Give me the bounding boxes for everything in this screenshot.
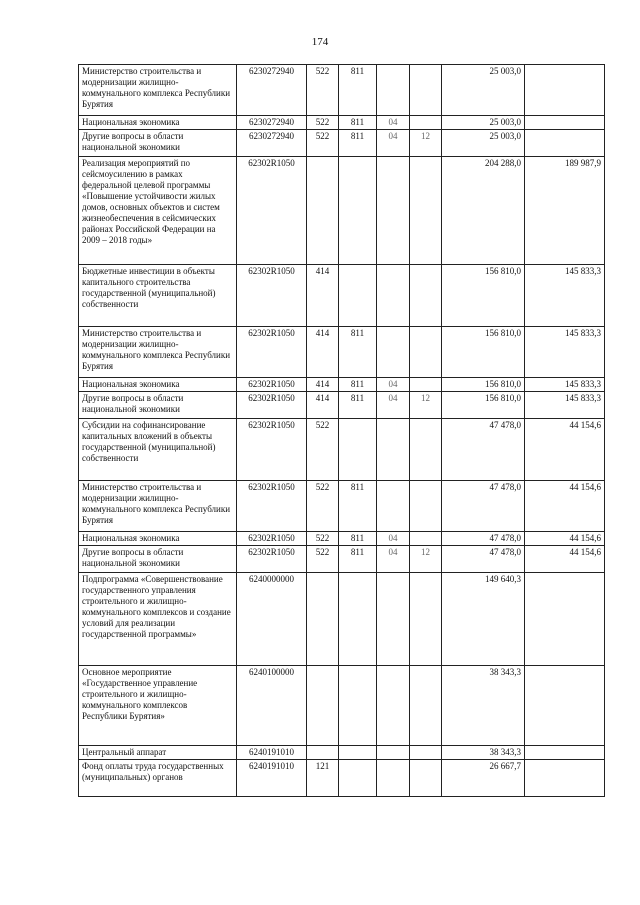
amount-primary-cell: 25 003,0 [442, 116, 525, 130]
target-code-cell: 6240191010 [237, 746, 307, 760]
section-code-cell [377, 746, 410, 760]
expense-type-code-cell: 522 [307, 65, 339, 116]
target-code-cell: 6230272940 [237, 65, 307, 116]
amount-secondary-cell: 145 833,3 [525, 265, 605, 327]
page-number: 174 [311, 36, 329, 48]
item-name-cell: Центральный аппарат [79, 746, 237, 760]
item-name-cell: Субсидии на софинансирование капитальных вложений в объекты государственной (муниципальной) собственности [79, 419, 237, 481]
subsection-code-cell: 12 [410, 392, 442, 419]
amount-secondary-cell [525, 65, 605, 116]
expense-type-code-cell: 414 [307, 378, 339, 392]
target-code-cell: 62302R1050 [237, 157, 307, 265]
subsection-code-cell: 12 [410, 130, 442, 157]
target-code-cell: 6240100000 [237, 666, 307, 746]
table-row [79, 65, 605, 116]
amount-secondary-cell [525, 130, 605, 157]
amount-secondary-cell: 44 154,6 [525, 481, 605, 532]
subsection-code-cell [410, 746, 442, 760]
table-row [79, 532, 605, 546]
amount-secondary-cell: 44 154,6 [525, 532, 605, 546]
expense-type-code-cell: 522 [307, 130, 339, 157]
amount-primary-cell: 47 478,0 [442, 532, 525, 546]
item-name-cell: Министерство строительства и модернизации жилищно-коммунального комплекса Республики Бурятия [79, 481, 237, 532]
ministry-code-cell [339, 573, 377, 666]
amount-secondary-cell: 44 154,6 [525, 546, 605, 573]
budget-table [78, 64, 605, 797]
target-code-cell: 62302R1050 [237, 378, 307, 392]
amount-primary-cell: 156 810,0 [442, 265, 525, 327]
subsection-code-cell [410, 419, 442, 481]
budget-table-body [79, 65, 605, 797]
table-row [79, 760, 605, 797]
section-code-cell: 04 [377, 378, 410, 392]
target-code-cell: 62302R1050 [237, 392, 307, 419]
target-code-cell: 62302R1050 [237, 265, 307, 327]
subsection-code-cell [410, 378, 442, 392]
amount-primary-cell: 25 003,0 [442, 65, 525, 116]
subsection-code-cell [410, 573, 442, 666]
expense-type-code-cell: 522 [307, 546, 339, 573]
ministry-code-cell [339, 666, 377, 746]
amount-primary-cell: 149 640,3 [442, 573, 525, 666]
table-row [79, 546, 605, 573]
amount-primary-cell: 47 478,0 [442, 419, 525, 481]
ministry-code-cell: 811 [339, 130, 377, 157]
section-code-cell [377, 419, 410, 481]
item-name-cell: Министерство строительства и модернизации жилищно-коммунального комплекса Республики Бурятия [79, 65, 237, 116]
item-name-cell: Подпрограмма «Совершенствование государственного управления строительного и жилищно-коммунального комплексов и создание условий для реализации государственной программы» [79, 573, 237, 666]
amount-secondary-cell: 145 833,3 [525, 327, 605, 378]
expense-type-code-cell: 522 [307, 419, 339, 481]
table-row [79, 327, 605, 378]
table-row [79, 378, 605, 392]
item-name-cell: Основное мероприятие «Государственное управление строительного и жилищно-коммунального комплексов Республики Бурятия» [79, 666, 237, 746]
item-name-cell: Реализация мероприятий по сейсмоусилению в рамках федеральной целевой программы «Повышение устойчивости жилых домов, основных объектов и систем жизнеобеспечения в сейсмических районах Российской Федерации на 2009 – 2018 годы» [79, 157, 237, 265]
expense-type-code-cell: 414 [307, 265, 339, 327]
target-code-cell: 62302R1050 [237, 546, 307, 573]
table-row [79, 481, 605, 532]
expense-type-code-cell: 522 [307, 116, 339, 130]
section-code-cell [377, 157, 410, 265]
table-row [79, 130, 605, 157]
amount-secondary-cell [525, 116, 605, 130]
subsection-code-cell [410, 327, 442, 378]
item-name-cell: Другие вопросы в области национальной экономики [79, 130, 237, 157]
amount-secondary-cell: 44 154,6 [525, 419, 605, 481]
ministry-code-cell: 811 [339, 532, 377, 546]
table-row [79, 265, 605, 327]
ministry-code-cell [339, 760, 377, 797]
item-name-cell: Национальная экономика [79, 532, 237, 546]
target-code-cell: 62302R1050 [237, 419, 307, 481]
item-name-cell: Другие вопросы в области национальной экономики [79, 546, 237, 573]
target-code-cell: 6230272940 [237, 116, 307, 130]
expense-type-code-cell: 522 [307, 481, 339, 532]
item-name-cell: Бюджетные инвестиции в объекты капитального строительства государственной (муниципальной) собственности [79, 265, 237, 327]
target-code-cell: 6240191010 [237, 760, 307, 797]
section-code-cell [377, 573, 410, 666]
ministry-code-cell: 811 [339, 481, 377, 532]
ministry-code-cell: 811 [339, 546, 377, 573]
item-name-cell: Министерство строительства и модернизации жилищно-коммунального комплекса Республики Бурятия [79, 327, 237, 378]
expense-type-code-cell: 414 [307, 392, 339, 419]
expense-type-code-cell [307, 746, 339, 760]
table-row [79, 157, 605, 265]
expense-type-code-cell: 522 [307, 532, 339, 546]
section-code-cell [377, 327, 410, 378]
item-name-cell: Другие вопросы в области национальной экономики [79, 392, 237, 419]
expense-type-code-cell [307, 573, 339, 666]
ministry-code-cell [339, 419, 377, 481]
amount-secondary-cell: 189 987,9 [525, 157, 605, 265]
section-code-cell [377, 481, 410, 532]
ministry-code-cell: 811 [339, 378, 377, 392]
table-row [79, 116, 605, 130]
amount-primary-cell: 38 343,3 [442, 746, 525, 760]
table-row [79, 419, 605, 481]
subsection-code-cell [410, 65, 442, 116]
table-row [79, 573, 605, 666]
expense-type-code-cell [307, 666, 339, 746]
ministry-code-cell [339, 157, 377, 265]
amount-secondary-cell [525, 760, 605, 797]
item-name-cell: Фонд оплаты труда государственных (муниципальных) органов [79, 760, 237, 797]
item-name-cell: Национальная экономика [79, 116, 237, 130]
section-code-cell: 04 [377, 532, 410, 546]
amount-secondary-cell [525, 666, 605, 746]
section-code-cell: 04 [377, 392, 410, 419]
amount-primary-cell: 26 667,7 [442, 760, 525, 797]
section-code-cell: 04 [377, 546, 410, 573]
subsection-code-cell [410, 481, 442, 532]
expense-type-code-cell: 121 [307, 760, 339, 797]
section-code-cell: 04 [377, 130, 410, 157]
amount-secondary-cell [525, 573, 605, 666]
amount-secondary-cell: 145 833,3 [525, 392, 605, 419]
subsection-code-cell: 12 [410, 546, 442, 573]
subsection-code-cell [410, 760, 442, 797]
target-code-cell: 6240000000 [237, 573, 307, 666]
amount-secondary-cell [525, 746, 605, 760]
expense-type-code-cell: 414 [307, 327, 339, 378]
target-code-cell: 6230272940 [237, 130, 307, 157]
ministry-code-cell [339, 265, 377, 327]
table-row [79, 392, 605, 419]
subsection-code-cell [410, 265, 442, 327]
section-code-cell [377, 65, 410, 116]
target-code-cell: 62302R1050 [237, 481, 307, 532]
amount-primary-cell: 156 810,0 [442, 392, 525, 419]
expense-type-code-cell [307, 157, 339, 265]
subsection-code-cell [410, 116, 442, 130]
amount-primary-cell: 47 478,0 [442, 546, 525, 573]
ministry-code-cell [339, 746, 377, 760]
subsection-code-cell [410, 157, 442, 265]
subsection-code-cell [410, 532, 442, 546]
table-row [79, 666, 605, 746]
item-name-cell: Национальная экономика [79, 378, 237, 392]
section-code-cell [377, 760, 410, 797]
amount-primary-cell: 25 003,0 [442, 130, 525, 157]
ministry-code-cell: 811 [339, 392, 377, 419]
target-code-cell: 62302R1050 [237, 532, 307, 546]
amount-primary-cell: 47 478,0 [442, 481, 525, 532]
subsection-code-cell [410, 666, 442, 746]
amount-primary-cell: 38 343,3 [442, 666, 525, 746]
section-code-cell [377, 666, 410, 746]
section-code-cell: 04 [377, 116, 410, 130]
target-code-cell: 62302R1050 [237, 327, 307, 378]
ministry-code-cell: 811 [339, 327, 377, 378]
ministry-code-cell: 811 [339, 65, 377, 116]
ministry-code-cell: 811 [339, 116, 377, 130]
amount-primary-cell: 204 288,0 [442, 157, 525, 265]
section-code-cell [377, 265, 410, 327]
amount-primary-cell: 156 810,0 [442, 327, 525, 378]
amount-secondary-cell: 145 833,3 [525, 378, 605, 392]
table-row [79, 746, 605, 760]
amount-primary-cell: 156 810,0 [442, 378, 525, 392]
